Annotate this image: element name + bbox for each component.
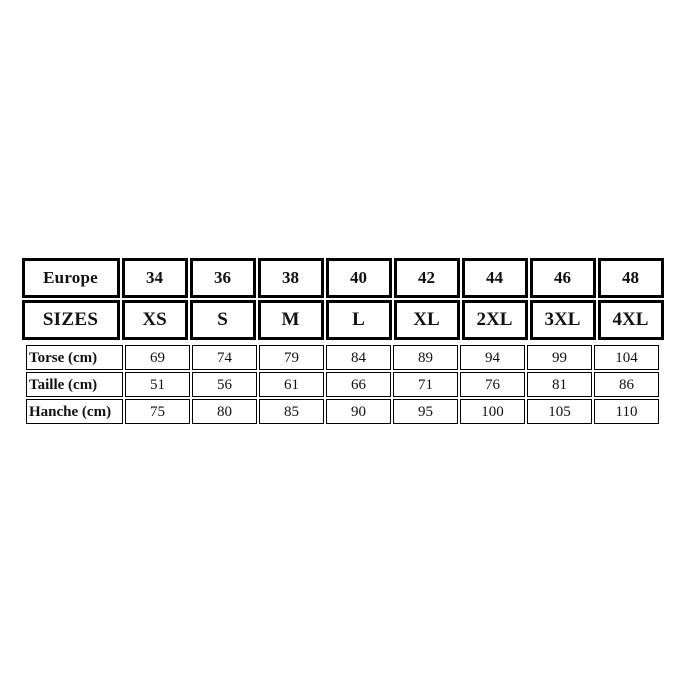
- size-letter-cell: [122, 300, 188, 340]
- torse-value-cell: [594, 345, 659, 370]
- europe-size-48: 48: [622, 268, 639, 287]
- size-chart-measurements-table: [24, 343, 661, 426]
- taille-value-cell: [393, 372, 458, 397]
- size-letter-cell: [530, 300, 596, 340]
- hanche-4xl: 110: [615, 403, 638, 420]
- hanche-2xl: 100: [481, 403, 504, 420]
- size-letter-cell: [394, 300, 460, 340]
- torse-xs: 69: [150, 349, 165, 366]
- table-row-hanche: [26, 399, 659, 424]
- europe-size-cell: [530, 258, 596, 298]
- europe-size-cell: [462, 258, 528, 298]
- torse-row-label: [26, 345, 123, 370]
- size-4xl: 4XL: [612, 309, 649, 330]
- size-xl: XL: [413, 309, 440, 330]
- europe-size-cell: [190, 258, 256, 298]
- taille-2xl: 76: [485, 376, 500, 393]
- size-letter-cell: [462, 300, 528, 340]
- taille-4xl: 86: [619, 376, 634, 393]
- hanche-value-cell: [259, 399, 324, 424]
- hanche-row-label: [26, 399, 123, 424]
- size-m: M: [281, 309, 300, 330]
- table-row-europe: [22, 258, 664, 298]
- torse-value-cell: [326, 345, 391, 370]
- taille-value-cell: [460, 372, 525, 397]
- torse-value-cell: [393, 345, 458, 370]
- torse-s: 74: [217, 349, 232, 366]
- hanche-value-cell: [326, 399, 391, 424]
- taille-value-cell: [326, 372, 391, 397]
- taille-value-cell: [125, 372, 190, 397]
- europe-size-cell: [326, 258, 392, 298]
- europe-size-36: 36: [214, 268, 231, 287]
- size-chart: [0, 256, 685, 426]
- taille-m: 61: [284, 376, 299, 393]
- hanche-3xl: 105: [548, 403, 571, 420]
- size-letter-cell: [326, 300, 392, 340]
- size-3xl: 3XL: [544, 309, 581, 330]
- hanche-value-cell: [192, 399, 257, 424]
- taille-xs: 51: [150, 376, 165, 393]
- europe-size-34: 34: [146, 268, 163, 287]
- torse-2xl: 94: [485, 349, 500, 366]
- taille-row-label: [26, 372, 123, 397]
- taille-s: 56: [217, 376, 232, 393]
- hanche-xl: 95: [418, 403, 433, 420]
- torse-value-cell: [460, 345, 525, 370]
- torse-value-cell: [259, 345, 324, 370]
- hanche-m: 85: [284, 403, 299, 420]
- size-letter-cell: [258, 300, 324, 340]
- hanche-xs: 75: [150, 403, 165, 420]
- torse-xl: 89: [418, 349, 433, 366]
- europe-size-40: 40: [350, 268, 367, 287]
- hanche-value-cell: [125, 399, 190, 424]
- size-chart-header-table: [20, 256, 666, 342]
- europe-size-42: 42: [418, 268, 435, 287]
- torse-m: 79: [284, 349, 299, 366]
- taille-value-cell: [527, 372, 592, 397]
- size-2xl: 2XL: [476, 309, 513, 330]
- europe-size-38: 38: [282, 268, 299, 287]
- sizes-row-label: [22, 300, 120, 340]
- torse-label-text: Torse (cm): [29, 349, 98, 366]
- hanche-value-cell: [393, 399, 458, 424]
- torse-value-cell: [527, 345, 592, 370]
- taille-value-cell: [192, 372, 257, 397]
- europe-size-44: 44: [486, 268, 503, 287]
- europe-label-text: Europe: [43, 268, 98, 287]
- sizes-label-text: SIZES: [42, 309, 99, 330]
- hanche-value-cell: [594, 399, 659, 424]
- taille-label-text: Taille (cm): [29, 376, 98, 393]
- hanche-value-cell: [527, 399, 592, 424]
- torse-value-cell: [125, 345, 190, 370]
- table-row-taille: [26, 372, 659, 397]
- size-letter-cell: [190, 300, 256, 340]
- taille-xl: 71: [418, 376, 433, 393]
- taille-l: 66: [351, 376, 366, 393]
- torse-l: 84: [351, 349, 366, 366]
- europe-size-cell: [122, 258, 188, 298]
- taille-value-cell: [259, 372, 324, 397]
- torse-4xl: 104: [615, 349, 638, 366]
- table-row-torse: [26, 345, 659, 370]
- table-row-sizes: [22, 300, 664, 340]
- torse-3xl: 99: [552, 349, 567, 366]
- taille-value-cell: [594, 372, 659, 397]
- hanche-value-cell: [460, 399, 525, 424]
- taille-3xl: 81: [552, 376, 567, 393]
- europe-size-cell: [258, 258, 324, 298]
- size-letter-cell: [598, 300, 664, 340]
- hanche-label-text: Hanche (cm): [29, 403, 112, 420]
- europe-row-label: [22, 258, 120, 298]
- europe-size-cell: [598, 258, 664, 298]
- size-l: L: [352, 309, 365, 330]
- hanche-l: 90: [351, 403, 366, 420]
- torse-value-cell: [192, 345, 257, 370]
- hanche-s: 80: [217, 403, 232, 420]
- europe-size-cell: [394, 258, 460, 298]
- size-s: S: [217, 309, 228, 330]
- size-xs: XS: [142, 309, 167, 330]
- europe-size-46: 46: [554, 268, 571, 287]
